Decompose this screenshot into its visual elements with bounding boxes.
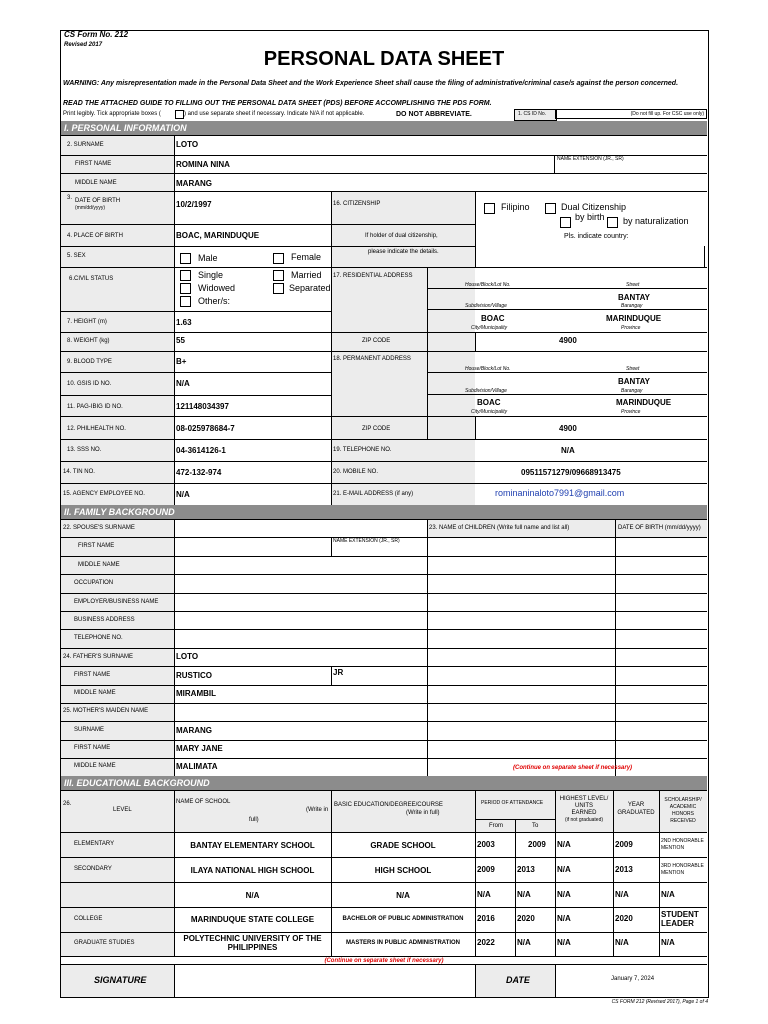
mother-maiden-name-label: 25. MOTHER'S MAIDEN NAME (63, 708, 149, 714)
single-label: Single (198, 270, 224, 280)
edu-honors-college[interactable]: STUDENT LEADER (661, 910, 699, 928)
edu-from-secondary[interactable]: 2009 (477, 865, 495, 874)
perm-street-label: Street (626, 366, 640, 372)
do-not-abbreviate: DO NOT ABBREVIATE. (396, 111, 472, 118)
family-label-column (61, 519, 174, 783)
form-revision: Revised 2017 (64, 42, 103, 48)
res-city-value[interactable]: BOAC (481, 314, 505, 323)
edu-year-elementary[interactable]: 2009 (615, 840, 633, 849)
edu-course-college[interactable]: BACHELOR OF PUBLIC ADMINISTRATION (342, 916, 464, 922)
guide-text: READ THE ATTACHED GUIDE TO FILLING OUT THE PERSONAL DATA SHEET (PDS) BEFORE ACCOMPLISHING THE PDS FORM. (63, 100, 492, 107)
edu-year-graduate[interactable]: N/A (615, 938, 629, 947)
philhealth-value[interactable]: 08-025978684-7 (176, 424, 235, 433)
father-surname-value[interactable]: LOTO (176, 652, 199, 661)
edu-school-elementary[interactable]: BANTAY ELEMENTARY SCHOOL (190, 841, 315, 850)
perm-city-value[interactable]: BOAC (477, 398, 501, 407)
res-house-label: House/Block/Lot No. (465, 282, 511, 288)
pagibig-label: 11. PAG-IBIG ID NO. (67, 404, 123, 410)
first-name-label: FIRST NAME (75, 161, 112, 167)
edu-from-elementary[interactable]: 2003 (477, 840, 495, 849)
by-birth-label: by birth (575, 212, 605, 222)
edu-units-elementary[interactable]: N/A (557, 840, 571, 849)
filipino-checkbox[interactable] (484, 203, 495, 214)
female-checkbox[interactable] (273, 253, 284, 264)
female-label: Female (291, 252, 322, 262)
male-label: Male (198, 253, 218, 263)
pagibig-value[interactable]: 121148034397 (176, 402, 229, 411)
school-header-2: (Write in (306, 807, 329, 813)
dual-note-1: If holder of dual citizenship, (365, 233, 438, 239)
surname-value[interactable]: LOTO (176, 140, 199, 149)
edu-to-secondary[interactable]: 2013 (517, 865, 535, 874)
mother-middle-name-value[interactable]: MALIMATA (176, 762, 218, 771)
by-birth-checkbox[interactable] (560, 217, 571, 228)
dual-note-2: please indicate the details. (368, 249, 439, 255)
education-number: 26. (63, 801, 72, 807)
country-note: Pls. indicate country: (564, 233, 629, 240)
edu-year-secondary[interactable]: 2013 (615, 865, 633, 874)
email-value[interactable]: rominaninaloto7991@gmail.com (495, 488, 625, 498)
surname-label: 2. SURNAME (67, 142, 104, 148)
tick-sample-box (175, 110, 184, 119)
perm-barangay-label: Barangay (621, 388, 643, 394)
separated-checkbox[interactable] (273, 283, 284, 294)
father-first-name-label: FIRST NAME (74, 672, 111, 678)
spouse-telephone-label: TELEPHONE NO. (74, 635, 123, 641)
married-label: Married (291, 270, 322, 280)
by-naturalization-checkbox[interactable] (607, 217, 618, 228)
family-continue-note: (Continue on separate sheet if necessary) (513, 765, 633, 771)
honors-header: SCHOLARSHIP/ ACADEMIC HONORS RECEIVED (664, 797, 702, 824)
cs-id-field[interactable]: (Do not fill up. For CSC use only) (555, 109, 707, 119)
perm-subdivision-label: Subdivision/Village (465, 388, 507, 394)
res-barangay-value[interactable]: BANTAY (618, 293, 651, 302)
sss-label: 13. SSS NO. (67, 447, 102, 453)
mother-first-name-label: FIRST NAME (74, 745, 111, 751)
mother-surname-value[interactable]: MARANG (176, 726, 212, 735)
others-checkbox[interactable] (180, 296, 191, 307)
place-of-birth-label: 4. PLACE OF BIRTH (67, 233, 123, 239)
warning-text: WARNING: Any misrepresentation made in the Personal Data Sheet and the Work Experience Sheet shall cause the filing of administrative/criminal case/s against the person concerned. (63, 80, 679, 87)
section-educational-background: III. EDUCATIONAL BACKGROUND (61, 776, 707, 790)
middle-name-label: MIDDLE NAME (75, 180, 117, 186)
occupation-label: OCCUPATION (74, 580, 114, 586)
to-header: To (532, 823, 539, 829)
sss-value[interactable]: 04-3614126-1 (176, 446, 226, 455)
philhealth-label: 12. PHILHEALTH NO. (67, 426, 126, 432)
edu-from-vocational[interactable]: N/A (477, 890, 491, 899)
filipino-label: Filipino (501, 202, 530, 212)
date-value[interactable]: January 7, 2024 (611, 976, 655, 982)
course-header: BASIC EDUCATION/DEGREE/COURSE (334, 802, 443, 808)
edu-school-college[interactable]: MARINDUQUE STATE COLLEGE (190, 915, 315, 924)
perm-province-value[interactable]: MARINDUQUE (616, 398, 672, 407)
widowed-checkbox[interactable] (180, 283, 191, 294)
civil-status-label: 6.CIVIL STATUS (69, 276, 114, 282)
edu-units-vocational[interactable]: N/A (557, 890, 571, 899)
tin-value[interactable]: 472-132-974 (176, 468, 222, 477)
weight-value[interactable]: 55 (176, 336, 185, 345)
perm-house-label: House/Block/Lot No. (465, 366, 511, 372)
perm-zip-label: ZIP CODE (362, 426, 391, 432)
permanent-address-label: 18. PERMANENT ADDRESS (333, 356, 411, 362)
res-zip-value[interactable]: 4900 (559, 336, 577, 345)
edu-level-elementary: ELEMENTARY (74, 841, 115, 847)
res-zip-label: ZIP CODE (362, 338, 391, 344)
edu-school-graduate[interactable]: POLYTECHNIC UNIVERSITY OF THE PHILIPPINES (183, 934, 322, 952)
gsis-value[interactable]: N/A (176, 379, 190, 388)
res-subdivision-label: Subdivision/Village (465, 303, 507, 309)
perm-city-label: City/Municipality (471, 409, 508, 415)
edu-school-vocational[interactable]: N/A (245, 891, 260, 900)
dual-citizenship-checkbox[interactable] (545, 203, 556, 214)
dual-country-select[interactable] (477, 248, 703, 266)
gsis-label: 10. GSIS ID NO. (67, 381, 112, 387)
mother-surname-label: SURNAME (74, 727, 105, 733)
dob-label-num: 3. (67, 195, 73, 201)
spouse-surname-field[interactable] (175, 520, 426, 536)
telephone-value[interactable]: N/A (561, 446, 575, 455)
weight-label: 8. WEIGHT (kg) (67, 338, 110, 344)
spouse-surname-label: 22. SPOUSE'S SURNAME (63, 525, 135, 531)
res-province-label: Province (621, 325, 641, 331)
telephone-label: 19. TELEPHONE NO. (333, 447, 392, 453)
section-personal-information: I. PERSONAL INFORMATION (61, 121, 707, 135)
residential-address-label: 17. RESIDENTIAL ADDRESS (333, 273, 413, 279)
level-header: LEVEL (113, 807, 132, 813)
place-of-birth-value[interactable]: BOAC, MARINDUQUE (176, 231, 260, 240)
perm-province-label: Province (621, 409, 641, 415)
edu-year-vocational[interactable]: N/A (615, 890, 629, 899)
edu-course-graduate[interactable]: MASTERS IN PUBLIC ADMINISTRATION (346, 940, 460, 946)
dob-value[interactable]: 10/2/1997 (176, 200, 212, 209)
citizenship-label: 16. CITIZENSHIP (333, 201, 381, 207)
dob-label: DATE OF BIRTH (75, 198, 121, 204)
edu-honors-graduate[interactable]: N/A (661, 938, 675, 947)
employer-label: EMPLOYER/BUSINESS NAME (74, 599, 159, 605)
signature-label: SIGNATURE (94, 975, 147, 985)
edu-honors-secondary[interactable]: 3RD HONORABLE MENTION (661, 863, 704, 876)
business-address-label: BUSINESS ADDRESS (74, 617, 135, 623)
agency-no-label: 15. AGENCY EMPLOYEE NO. (63, 491, 145, 497)
spouse-middle-name-label: MIDDLE NAME (78, 562, 120, 568)
from-header: From (489, 823, 503, 829)
children-dob-label: DATE OF BIRTH (mm/dd/yyyy) (618, 525, 701, 531)
edu-from-graduate[interactable]: 2022 (477, 938, 495, 947)
children-label: 23. NAME of CHILDREN (Write full name and list all) (429, 525, 570, 531)
edu-to-college[interactable]: 2020 (517, 914, 535, 923)
edu-level-secondary: SECONDARY (74, 866, 112, 872)
name-extension-label: NAME EXTENSION (JR., SR) (557, 156, 624, 162)
edu-year-college[interactable]: 2020 (615, 914, 633, 923)
course-header-2: (Write in full) (406, 810, 440, 816)
year-graduated-header: YEAR GRADUATED (617, 802, 655, 816)
print-note: Print legibly. Tick appropriate boxes ( (63, 111, 161, 117)
edu-to-elementary[interactable]: 2009 (528, 840, 546, 849)
email-label: 21. E-MAIL ADDRESS (if any) (333, 491, 414, 497)
perm-zip-value[interactable]: 4900 (559, 424, 577, 433)
section-family-background: II. FAMILY BACKGROUND (61, 505, 707, 519)
edu-level-graduate: GRADUATE STUDIES (74, 940, 135, 946)
pds-sheet (60, 30, 709, 998)
school-header-3: full) (249, 817, 259, 823)
units-header: HIGHEST LEVEL/ UNITS EARNED (if not graduated) (559, 796, 609, 823)
father-first-name-value[interactable]: RUSTICO (176, 671, 212, 680)
middle-name-value[interactable]: MARANG (176, 179, 212, 188)
father-middle-name-label: MIDDLE NAME (74, 690, 116, 696)
res-street-label: Street (626, 282, 640, 288)
cs-id-label-cell: 1. CS ID No. (514, 109, 557, 121)
edu-honors-vocational[interactable]: N/A (661, 890, 675, 899)
page-title: PERSONAL DATA SHEET (263, 48, 505, 70)
edu-level-college: COLLEGE (74, 916, 103, 922)
education-level-column (61, 832, 174, 956)
height-value[interactable]: 1.63 (176, 318, 192, 327)
edu-honors-elementary[interactable]: 2ND HONORABLE MENTION (661, 838, 704, 851)
single-checkbox[interactable] (180, 270, 191, 281)
spouse-first-name-label: FIRST NAME (78, 543, 115, 549)
form-number: CS Form No. 212 (64, 30, 129, 39)
sex-label: 5. SEX (67, 253, 86, 259)
blood-type-label: 9. BLOOD TYPE (67, 359, 112, 365)
print-note-2: ) and use separate sheet if necessary. Indicate N/A if not applicable. (184, 111, 365, 117)
mother-first-name-value[interactable]: MARY JANE (176, 744, 223, 753)
form-reference: CS FORM 212 (Revised 2017), Page 1 of 4 (611, 999, 708, 1005)
edu-course-secondary[interactable]: HIGH SCHOOL (374, 866, 432, 875)
male-checkbox[interactable] (180, 253, 191, 264)
widowed-label: Widowed (198, 283, 236, 293)
res-city-label: City/Municipality (471, 325, 508, 331)
agency-no-value[interactable]: N/A (176, 490, 190, 499)
edu-course-vocational[interactable]: N/A (396, 891, 410, 900)
spouse-extension-label: NAME EXTENSION (JR., SR) (333, 538, 400, 544)
education-continue-note: (Continue on separate sheet if necessary) (324, 958, 444, 964)
edu-to-vocational[interactable]: N/A (517, 890, 531, 899)
date-label: DATE (506, 975, 530, 985)
by-naturalization-label: by naturalization (623, 216, 689, 226)
dob-format-label: (mm/dd/yyyy) (75, 205, 105, 211)
height-label: 7. HEIGHT (m) (67, 319, 107, 325)
school-header: NAME OF SCHOOL (176, 799, 231, 805)
dual-citizenship-label: Dual Citizenship (561, 202, 627, 212)
father-extension-value[interactable]: JR (333, 668, 344, 677)
first-name-value[interactable]: ROMINA NINA (176, 160, 230, 169)
edu-units-graduate[interactable]: N/A (557, 938, 571, 947)
mobile-label: 20. MOBILE NO. (333, 469, 379, 475)
father-middle-name-value[interactable]: MIRAMBIL (176, 689, 216, 698)
edu-from-college[interactable]: 2016 (477, 914, 495, 923)
res-province-value[interactable]: MARINDUQUE (606, 314, 662, 323)
separated-label: Separated (289, 283, 331, 293)
perm-barangay-value[interactable]: BANTAY (618, 377, 651, 386)
mobile-value[interactable]: 09511571279/09668913475 (521, 468, 621, 477)
res-barangay-label: Barangay (621, 303, 643, 309)
mother-middle-name-label: MIDDLE NAME (74, 763, 116, 769)
tin-label: 14. TIN NO. (63, 469, 95, 475)
edu-course-elementary[interactable]: GRADE SCHOOL (370, 841, 436, 850)
blood-type-value[interactable]: B+ (176, 357, 187, 366)
others-label: Other/s: (198, 296, 231, 306)
edu-school-secondary[interactable]: ILAYA NATIONAL HIGH SCHOOL (190, 866, 315, 875)
father-surname-label: 24. FATHER'S SURNAME (63, 654, 134, 660)
married-checkbox[interactable] (273, 270, 284, 281)
edu-units-secondary[interactable]: N/A (557, 865, 571, 874)
period-header: PERIOD OF ATTENDANCE (481, 800, 544, 806)
signature-field[interactable] (175, 965, 474, 996)
edu-to-graduate[interactable]: N/A (517, 938, 531, 947)
edu-units-college[interactable]: N/A (557, 914, 571, 923)
